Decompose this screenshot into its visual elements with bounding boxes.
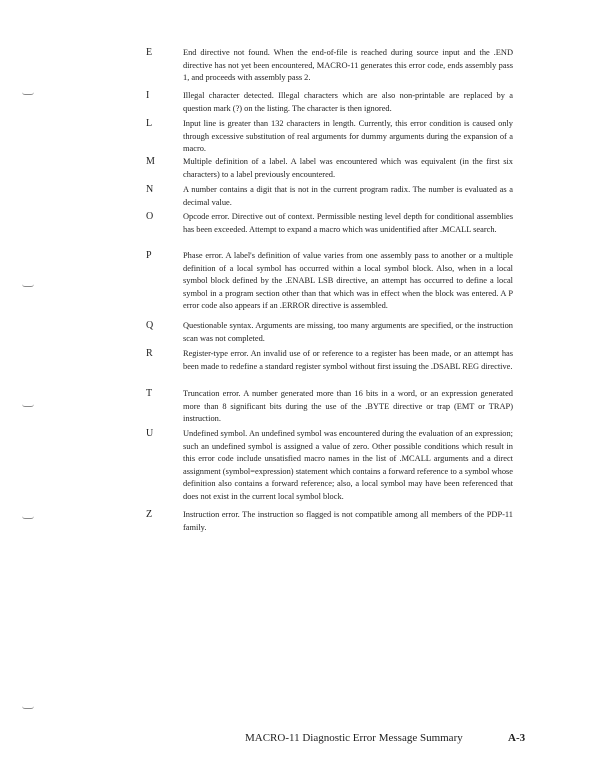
error-description: Questionable syntax. Arguments are missing, too many arguments are specified, or the instruction scan was not completed. bbox=[183, 321, 513, 343]
binder-hole-mark bbox=[22, 92, 34, 95]
error-code: T bbox=[146, 388, 153, 399]
error-description: Instruction error. The instruction so flagged is not compatible among all members of the PDP-11 family. bbox=[183, 510, 513, 532]
error-description: Undefined symbol. An undefined symbol was encountered during the evaluation of an expression; such an undefined symbol is assigned a value of zero. Other possible conditions which result in this error code include unsatisfied macro names in the list of .MCALL arguments and a direct assignment (symbol=expression) statement which contains a forward reference to a symbol whose definition also contains a forward reference; also, a local symbol may have been referenced that does not exist in the current local symbol block. bbox=[183, 429, 513, 501]
binder-hole-mark bbox=[22, 516, 34, 519]
error-description: Opcode error. Directive out of context. Permissible nesting level depth for conditional assemblies has been exceeded. Attempt to expand a macro which was unidentified after .MCALL search. bbox=[183, 212, 513, 234]
error-code: L bbox=[146, 118, 153, 129]
error-description: Multiple definition of a label. A label was encountered which was equivalent (in the first six characters) to a label previously encountered. bbox=[183, 157, 513, 179]
error-description: Input line is greater than 132 characters in length. Currently, this error condition is caused only through excessive substitution of real arguments for dummy arguments during the expansion of a macro. bbox=[183, 119, 513, 153]
error-code: E bbox=[146, 47, 153, 58]
error-code: N bbox=[146, 184, 154, 195]
error-description: A number contains a digit that is not in the current program radix. The number is evaluated as a decimal value. bbox=[183, 185, 513, 207]
page-footer bbox=[0, 730, 604, 750]
page-number: A-3 bbox=[508, 732, 526, 744]
binder-hole-mark bbox=[22, 284, 34, 287]
binder-hole-mark bbox=[22, 404, 34, 407]
error-description: Truncation error. A number generated more than 16 bits in a word, or an expression generated more than 8 significant bits during the use of the .BYTE directive or trap (EMT or TRAP) instruction. bbox=[183, 389, 513, 423]
error-description: End directive not found. When the end-of-file is reached during source input and the .END directive has not yet been encountered, MACRO-11 generates this error code, ends assembly pass 1, and proceeds with assembly pass 2. bbox=[183, 48, 513, 82]
error-code: R bbox=[146, 348, 153, 359]
footer-title: MACRO-11 Diagnostic Error Message Summary bbox=[245, 732, 463, 744]
error-code: O bbox=[146, 211, 154, 222]
error-code: I bbox=[146, 90, 150, 101]
error-code: M bbox=[146, 156, 155, 167]
error-code: Z bbox=[146, 509, 153, 520]
error-description: Illegal character detected. Illegal characters which are also non-printable are replaced by a question mark (?) on the listing. The character is then ignored. bbox=[183, 91, 513, 113]
error-code: Q bbox=[146, 320, 154, 331]
error-description: Phase error. A label's definition of value varies from one assembly pass to another or a multiple definition of a local symbol has occurred within a local symbol block. Also, when in a local symbol block defined by the .ENABL LSB directive, an attempt has occurred to define a local symbol in a program section other than that which was in effect when the block was entered. A P error code also appears if an .ERROR directive is assembled. bbox=[183, 251, 513, 310]
error-code: P bbox=[146, 250, 152, 261]
error-description: Register-type error. An invalid use of or reference to a register has been made, or an attempt has been made to redefine a standard register symbol without first issuing the .DSABL REG directive. bbox=[183, 349, 513, 371]
binder-hole-mark bbox=[22, 706, 34, 709]
error-code: U bbox=[146, 428, 154, 439]
